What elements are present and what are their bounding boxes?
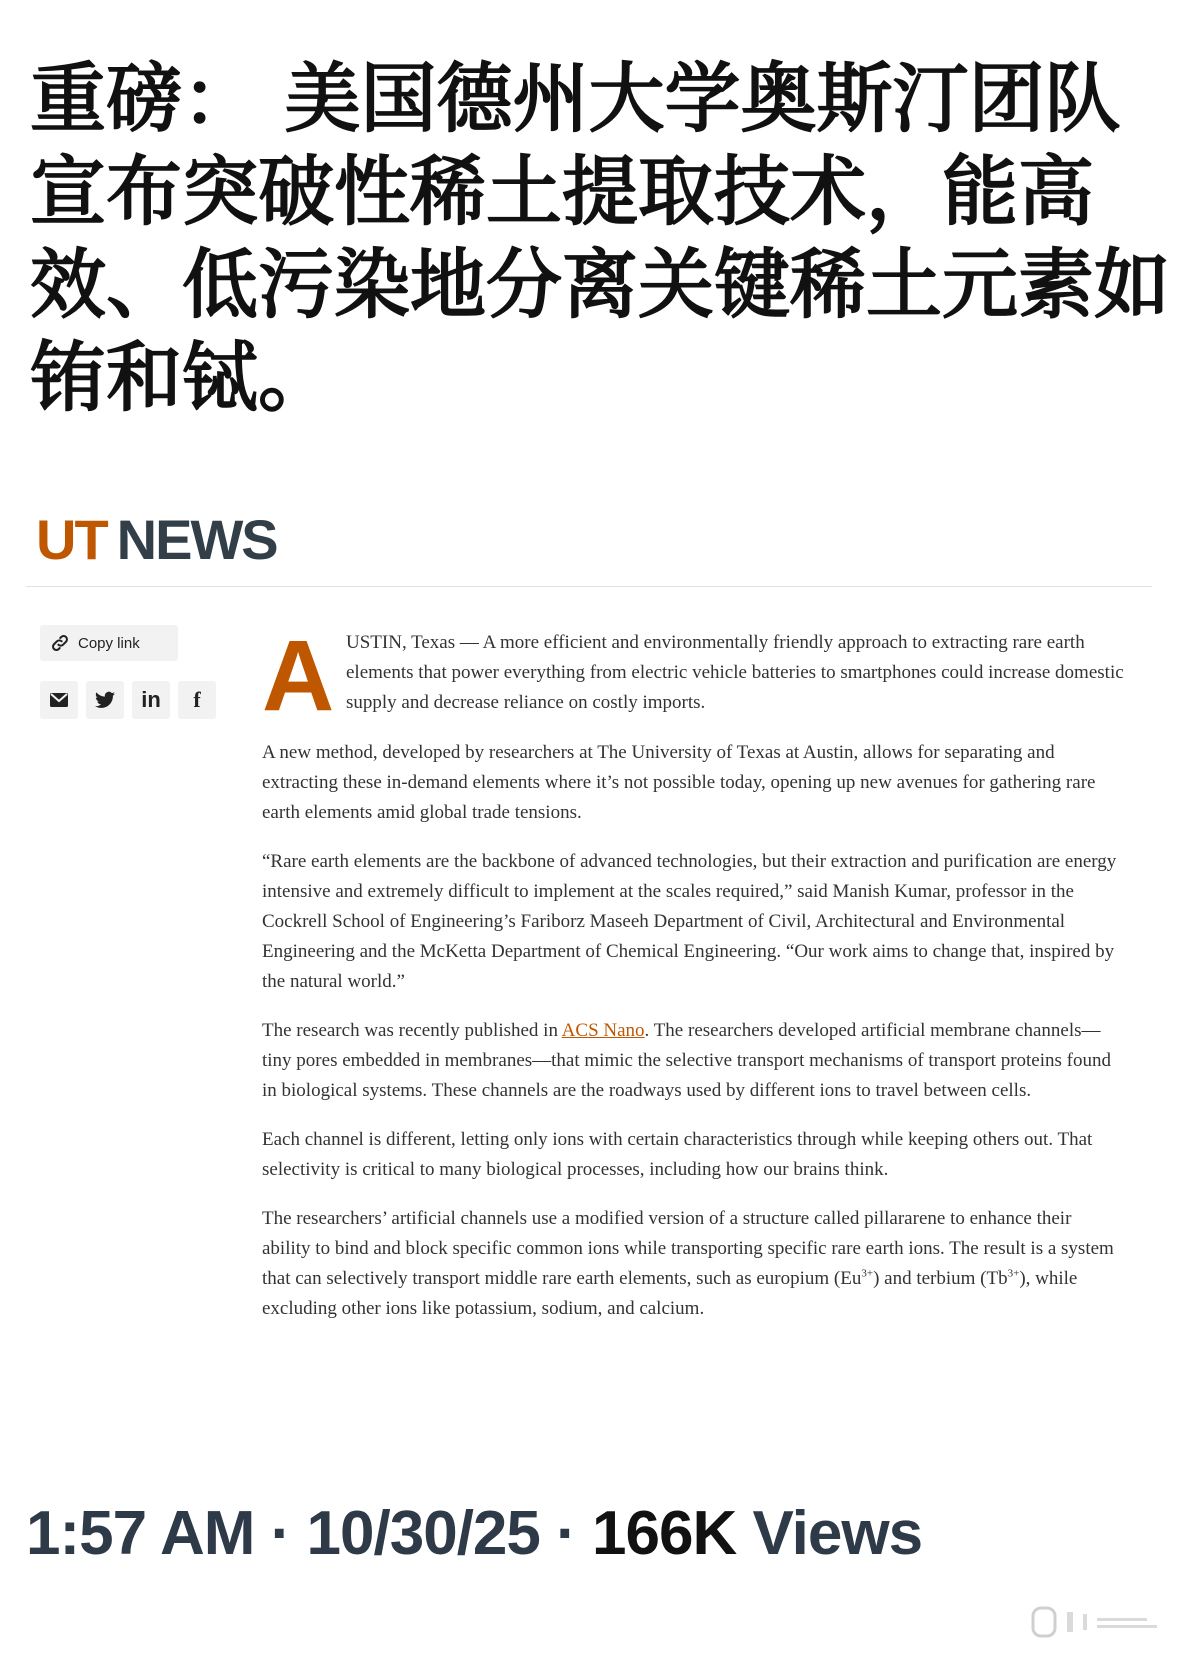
share-panel <box>40 625 216 719</box>
email-icon <box>49 692 69 708</box>
lead-paragraph <box>262 620 1124 732</box>
article-body <box>262 620 1124 1343</box>
watermark-logo <box>1027 1604 1167 1640</box>
header-divider <box>26 586 1152 587</box>
copy-link-label: Copy link <box>78 634 140 652</box>
paragraph-5 <box>262 1204 1122 1324</box>
paragraph-3-text-after: . The researchers developed artificial membrane channels—tiny pores embedded in membranes—that mimic the selective transport mechanisms of transport proteins found in biological systems. These channels are the roadways used by different ions to travel between cells. <box>262 1020 1111 1101</box>
email-share-button[interactable] <box>40 681 78 719</box>
lead-text: USTIN, Texas — A more efficient and environmentally friendly approach to extracting rare earth elements that power everything from electric vehicle batteries to smartphones could increase domestic supply and decrease reliance on costly imports. <box>346 632 1124 713</box>
paragraph-4: Each channel is different, letting only ions with certain characteristics through while keeping others out. That selectivity is critical to many biological processes, including how our brains think. <box>262 1129 1093 1180</box>
paragraph-5-text-b: ) and terbium (Tb <box>873 1268 1008 1289</box>
paragraph-3 <box>262 1016 1122 1106</box>
europium-charge: 3+ <box>861 1267 874 1280</box>
paragraph-5-text-c: ), while excluding other ions like potassium, sodium, and calcium. <box>262 1268 1078 1319</box>
post-meta <box>26 1499 923 1568</box>
meta-separator-1: · <box>254 1499 307 1568</box>
meta-separator-2: · <box>539 1499 592 1568</box>
headline-line-2: 宣布突破性稀土提取技术，能高 <box>30 147 1094 236</box>
headline-line-1: 重磅： 美国德州大学奥斯汀团队 <box>30 54 1121 143</box>
headline-line-3: 效、低污染地分离关键稀土元素如 <box>30 240 1170 329</box>
ut-news-logo[interactable] <box>36 508 277 571</box>
post-headline <box>30 52 1170 424</box>
twitter-icon <box>95 691 115 709</box>
post-date[interactable]: 10/30/25 <box>306 1499 540 1568</box>
share-icon-row <box>40 681 216 719</box>
paragraph-1: A new method, developed by researchers at The University of Texas at Austin, allows for separating and extracting these in-demand elements where it’s not possible today, opening up new avenues for gathering rare earth elements amid global trade tensions. <box>262 742 1096 823</box>
paragraph-2: “Rare earth elements are the backbone of advanced technologies, but their extraction and purification are energy intensive and extremely difficult to implement at the scales required,” said Manish Kumar, professor in the Cockrell School of Engineering’s Fariborz Maseeh Department of Civil, Architectural and Environmental Engineering and the McKetta Department of Chemical Engineering. “Our work aims to change that, inspired by the natural world.” <box>262 851 1117 992</box>
facebook-icon: f <box>193 687 201 712</box>
paragraph-5-text-a: The researchers’ artificial channels use a modified version of a structure called pillararene to enhance their ability to bind and block specific common ions while transporting specific rare earth ions. The result is a system that can selectively transport middle rare earth elements, such as europium (Eu <box>262 1208 1114 1289</box>
logo-news: NEWS <box>116 508 277 571</box>
post-time[interactable]: 1:57 AM <box>26 1499 255 1568</box>
paragraph-3-text-before: The research was recently published in <box>262 1020 562 1041</box>
watermark-icon <box>1027 1604 1167 1640</box>
linkedin-icon: in <box>141 687 161 712</box>
headline-line-4: 铕和铽。 <box>30 333 334 422</box>
copy-link-button[interactable] <box>40 625 178 661</box>
drop-cap: A <box>262 620 335 732</box>
acs-nano-link[interactable]: ACS Nano <box>561 1020 645 1041</box>
terbium-charge: 3+ <box>1007 1267 1020 1280</box>
views-label: Views <box>736 1499 923 1568</box>
twitter-share-button[interactable] <box>86 681 124 719</box>
linkedin-share-button[interactable] <box>132 681 170 719</box>
facebook-share-button[interactable] <box>178 681 216 719</box>
logo-ut: UT <box>36 508 107 571</box>
link-icon <box>50 633 70 653</box>
views-count: 166K <box>592 1499 737 1568</box>
